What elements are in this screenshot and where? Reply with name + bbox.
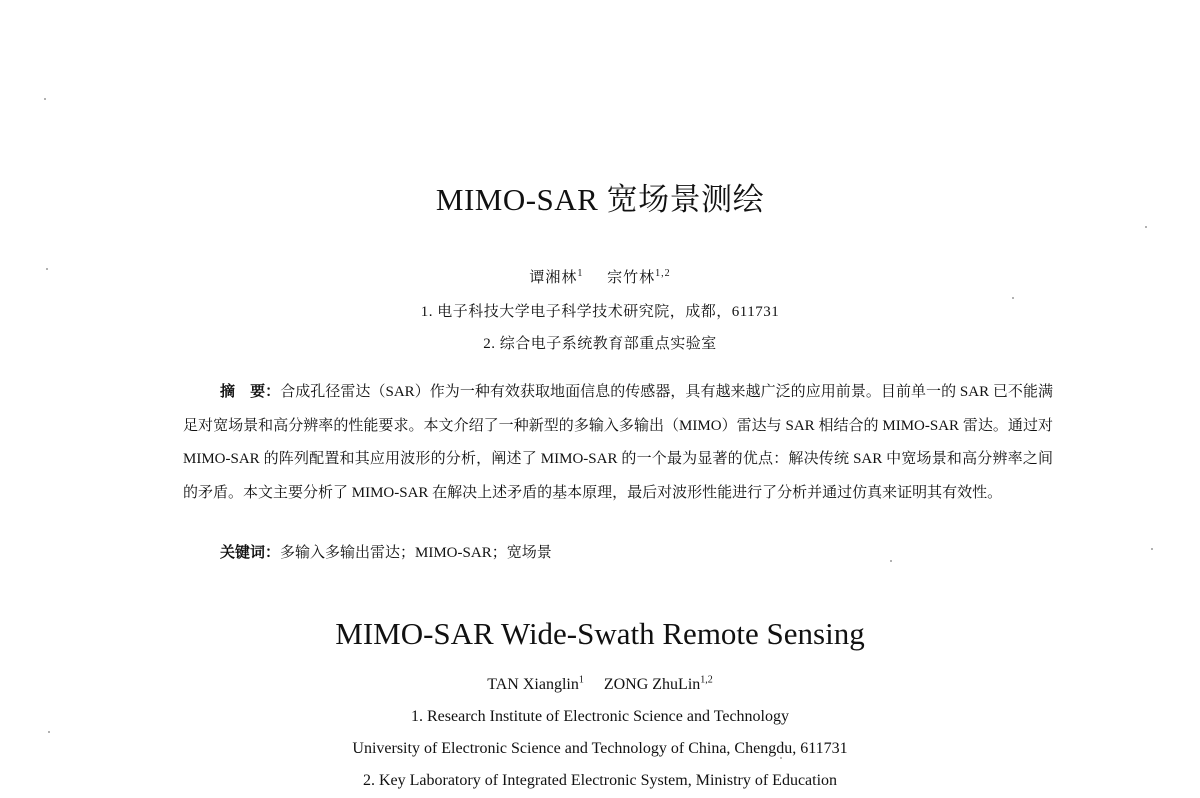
scan-speck: [48, 731, 50, 733]
english-affiliation-1-university: University of Electronic Science and Technology of China, Chengdu, 611731: [352, 740, 848, 757]
scan-speck: [44, 98, 46, 100]
keywords-label: 关键词：: [220, 545, 281, 561]
abstract-text: 合成孔径雷达（SAR）作为一种有效获取地面信息的传感器，具有越来越广泛的应用前景。目前单一的 SAR 已不能满足对宽场景和高分辨率的性能要求。本文介绍了一种新型的多输入多输出（MIMO）雷达与 SAR 相结合的 MIMO-SAR 雷达。通过对 MIMO-SAR 的阵列配置和其应用波形的分析，阐述了 MIMO-SAR 的一个最为显著的优点：解决传统 SAR 中宽场景和高分辨率之间的矛盾。本文主要分析了 MIMO-SAR 在解决上述矛盾的基本原理，最后对波形性能进行了分析并通过仿真来证明其有效性。: [183, 384, 1053, 501]
scan-speck: [1151, 548, 1153, 550]
scan-speck: [890, 560, 892, 562]
english-authors: [0, 676, 1200, 694]
author-affiliation-mark: 1,2: [700, 674, 713, 686]
author-affiliation-mark: 1: [577, 268, 584, 279]
author-name: 宗竹林: [607, 270, 656, 286]
chinese-title: MIMO-SAR 宽场景测绘: [435, 182, 765, 217]
author-name: 谭湘林: [529, 270, 578, 286]
author-affiliation-mark: 1: [578, 674, 584, 686]
scan-speck: [1145, 226, 1147, 228]
english-affiliation-2: 2. Key Laboratory of Integrated Electronic System, Ministry of Education: [362, 772, 838, 789]
abstract-label: 摘 要：: [220, 384, 281, 400]
chinese-abstract: [183, 376, 1053, 510]
scan-speck: [46, 268, 48, 270]
scan-speck: [780, 757, 782, 759]
author-name: TAN Xianglin: [487, 676, 579, 693]
author-affiliation-mark: 1,2: [655, 268, 671, 279]
scan-speck: [1012, 297, 1014, 299]
chinese-affiliation-2: 2. 综合电子系统教育部重点实验室: [483, 336, 717, 352]
keywords-text: 多输入多输出雷达；MIMO-SAR；宽场景: [280, 545, 552, 561]
chinese-keywords: [220, 541, 552, 562]
chinese-affiliation-1: 1. 电子科技大学电子科学技术研究院，成都，611731: [420, 304, 780, 320]
chinese-authors: [0, 266, 1200, 287]
author-name: ZONG ZhuLin: [603, 676, 701, 693]
english-title: MIMO-SAR Wide-Swath Remote Sensing: [335, 616, 865, 651]
english-affiliation-1: 1. Research Institute of Electronic Science and Technology: [410, 708, 789, 725]
